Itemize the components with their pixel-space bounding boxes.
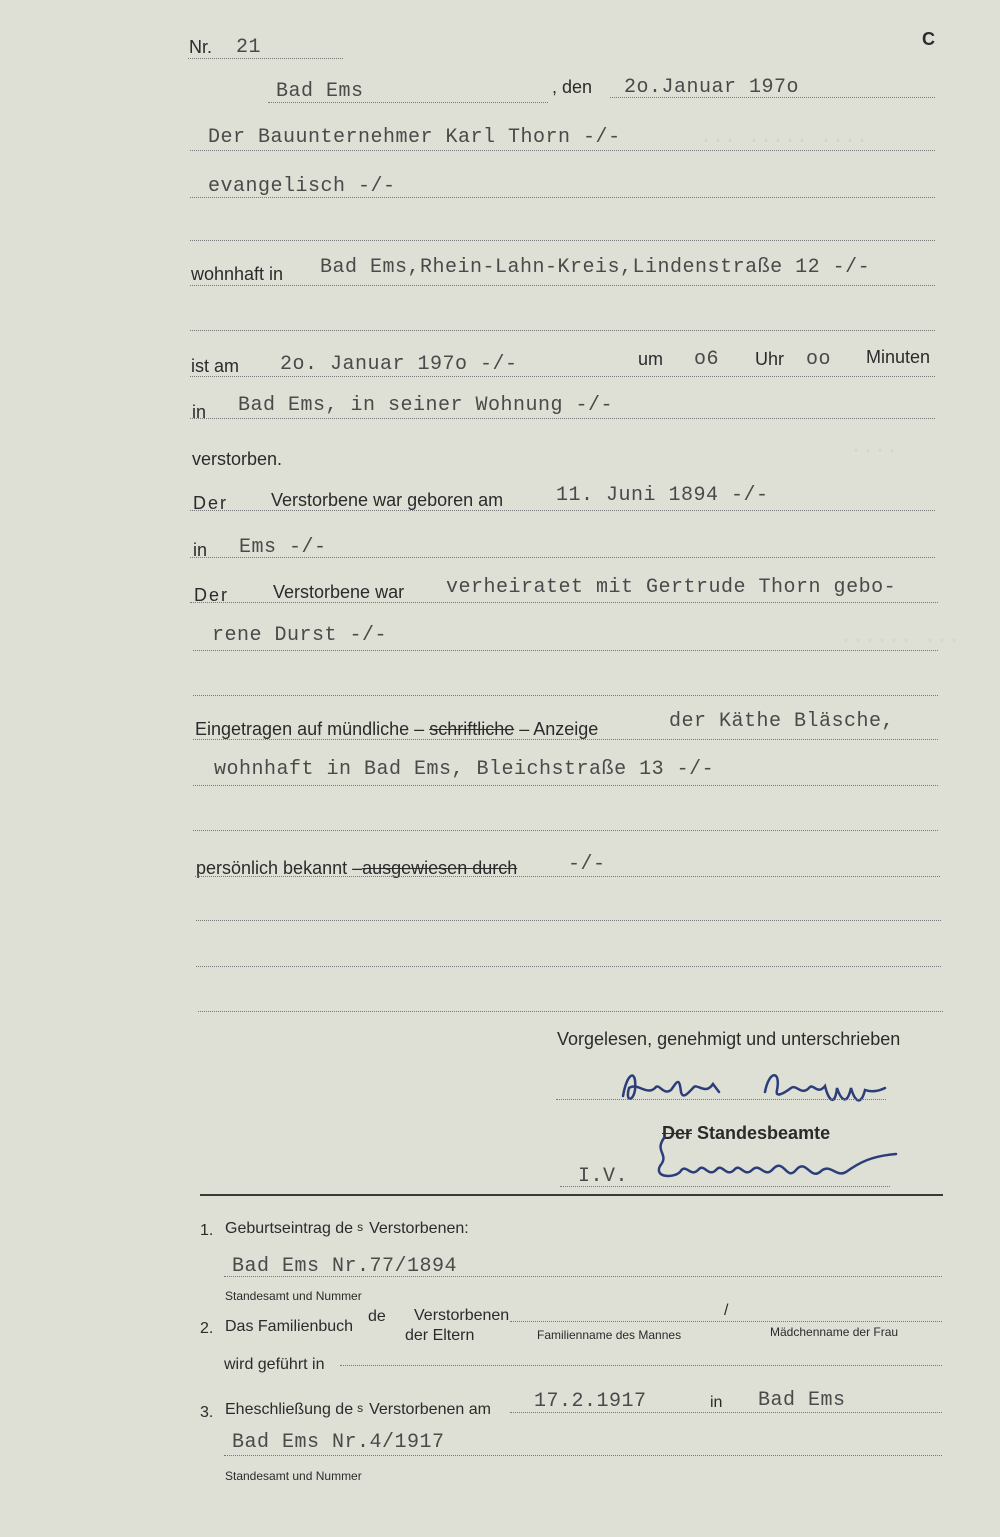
birth-in-label: in bbox=[193, 540, 208, 560]
note-1-label-a: Geburtseintrag de bbox=[225, 1220, 354, 1237]
registrar-signature-line bbox=[560, 1186, 890, 1187]
bleed-through-text: ···· bbox=[850, 440, 899, 463]
informant-signature-line bbox=[556, 1099, 886, 1100]
note-1-label-s: s bbox=[357, 1220, 364, 1234]
death-hour: o6 bbox=[694, 348, 720, 371]
death-date: 2o. Januar 197o -/- bbox=[280, 353, 518, 376]
bleed-through-text: ······ ··· bbox=[840, 630, 961, 653]
blank-line bbox=[193, 830, 938, 831]
blank-line bbox=[190, 240, 935, 241]
read-approved-label: Vorgelesen, genehmigt und unterschrieben bbox=[557, 1029, 901, 1049]
note-3-line bbox=[224, 1455, 942, 1456]
note-1-line bbox=[224, 1276, 942, 1277]
blank-line bbox=[193, 695, 938, 696]
note-2-option-parents: der Eltern bbox=[405, 1327, 475, 1344]
den-label: , den bbox=[552, 77, 593, 97]
residence-line bbox=[190, 285, 935, 286]
place-line bbox=[268, 102, 548, 103]
minuten-label: Minuten bbox=[866, 347, 931, 367]
section-divider bbox=[200, 1194, 943, 1196]
note-2-number: 2. bbox=[200, 1320, 214, 1337]
note-3-date-line bbox=[510, 1412, 942, 1413]
death-minutes: oo bbox=[806, 348, 832, 371]
registrar-signature bbox=[650, 1132, 910, 1192]
note-2-option-deceased: Verstorbenen bbox=[414, 1307, 510, 1324]
note-1-label-b: Verstorbenen: bbox=[369, 1220, 469, 1237]
identification-struck: ausgewiesen durch bbox=[362, 858, 518, 878]
der-prefix: Der bbox=[194, 585, 230, 605]
note-3-value: Bad Ems Nr.4/1917 bbox=[232, 1431, 445, 1454]
blank-line bbox=[190, 330, 935, 331]
note-2-caption-husband: Familienname des Mannes bbox=[537, 1328, 682, 1342]
verstorben-label: verstorben. bbox=[192, 449, 283, 469]
religion-line bbox=[190, 197, 935, 198]
entry-number-line bbox=[188, 58, 343, 59]
note-1-label bbox=[225, 1221, 469, 1237]
death-in-label: in bbox=[192, 402, 207, 422]
religion: evangelisch -/- bbox=[208, 175, 396, 198]
note-1-number: 1. bbox=[200, 1222, 214, 1239]
marriage-label: Verstorbene war bbox=[273, 582, 405, 602]
note-3-caption: Standesamt und Nummer bbox=[225, 1469, 362, 1483]
deceased-name: Der Bauunternehmer Karl Thorn -/- bbox=[208, 126, 621, 149]
note-3-label-a: Eheschließung de bbox=[225, 1401, 354, 1418]
note-1-caption: Standesamt und Nummer bbox=[225, 1289, 362, 1303]
identification-text: persönlich bekannt – bbox=[196, 858, 363, 878]
registration-label-1: Eingetragen auf mündliche – bbox=[195, 719, 425, 739]
entry-number: 21 bbox=[236, 36, 262, 59]
name-line bbox=[190, 150, 935, 151]
registration-label-2: – Anzeige bbox=[519, 719, 599, 739]
note-3-in: in bbox=[710, 1394, 723, 1411]
marriage-text-1: verheiratet mit Gertrude Thorn gebo- bbox=[446, 576, 897, 599]
birth-date: 11. Juni 1894 -/- bbox=[556, 484, 769, 507]
place: Bad Ems bbox=[276, 80, 364, 103]
ist-am-label: ist am bbox=[191, 356, 240, 376]
nr-label: Nr. bbox=[189, 37, 213, 57]
registration-line-2 bbox=[193, 785, 938, 786]
note-3-label bbox=[225, 1402, 491, 1418]
registration-label bbox=[195, 720, 598, 738]
note-2-de: de bbox=[368, 1308, 386, 1325]
identification-line bbox=[195, 876, 940, 877]
note-3-label-b: Verstorbenen am bbox=[369, 1401, 491, 1418]
birth-date-line bbox=[190, 510, 935, 511]
note-2-kept-line bbox=[340, 1365, 942, 1366]
identification-label bbox=[196, 859, 517, 877]
marriage-text-2: rene Durst -/- bbox=[212, 624, 388, 647]
note-3-label-s: s bbox=[357, 1401, 364, 1415]
note-2-caption-wife: Mädchenname der Frau bbox=[770, 1325, 899, 1339]
blank-line bbox=[196, 920, 941, 921]
note-2-label: Das Familienbuch bbox=[225, 1318, 354, 1335]
residence: Bad Ems,Rhein-Lahn-Kreis,Lindenstraße 12 -/- bbox=[320, 256, 871, 279]
informant-line-1: der Käthe Bläsche, bbox=[669, 710, 895, 733]
iv-label: I.V. bbox=[578, 1165, 629, 1188]
death-place: Bad Ems, in seiner Wohnung -/- bbox=[238, 394, 614, 417]
note-2-slash: / bbox=[724, 1302, 729, 1319]
identification-value: -/- bbox=[568, 853, 606, 876]
date: 2o.Januar 197o bbox=[624, 76, 800, 99]
death-place-line bbox=[190, 418, 935, 419]
uhr-label: Uhr bbox=[755, 349, 785, 369]
registration-line-1 bbox=[193, 739, 938, 740]
death-date-line bbox=[190, 376, 935, 377]
birth-place-line bbox=[190, 557, 935, 558]
birth-label: Verstorbene war geboren am bbox=[271, 490, 504, 510]
marriage-line-1 bbox=[190, 602, 938, 603]
date-line bbox=[610, 97, 935, 98]
informant-signature bbox=[615, 1062, 905, 1112]
registrar-struck: Der bbox=[662, 1123, 693, 1143]
note-3-number: 3. bbox=[200, 1404, 214, 1421]
blank-line bbox=[198, 1011, 943, 1012]
bleed-through-text: ··· ····· ···· bbox=[700, 130, 869, 153]
birth-place: Ems -/- bbox=[239, 536, 327, 559]
note-3-place: Bad Ems bbox=[758, 1389, 846, 1412]
note-1-value: Bad Ems Nr.77/1894 bbox=[232, 1255, 458, 1278]
registrar-title: Standesbeamte bbox=[697, 1123, 831, 1143]
registration-struck: schriftliche bbox=[429, 719, 515, 739]
der-prefix: Der bbox=[193, 493, 229, 513]
corner-letter: C bbox=[922, 29, 935, 49]
residence-label: wohnhaft in bbox=[191, 264, 284, 284]
marriage-line-2 bbox=[193, 650, 938, 651]
um-label: um bbox=[638, 349, 664, 369]
note-3-date: 17.2.1917 bbox=[534, 1390, 647, 1413]
note-2-kept-label: wird geführt in bbox=[224, 1356, 325, 1373]
blank-line bbox=[196, 966, 941, 967]
note-2-line bbox=[510, 1321, 942, 1322]
informant-line-2: wohnhaft in Bad Ems, Bleichstraße 13 -/- bbox=[214, 758, 715, 781]
